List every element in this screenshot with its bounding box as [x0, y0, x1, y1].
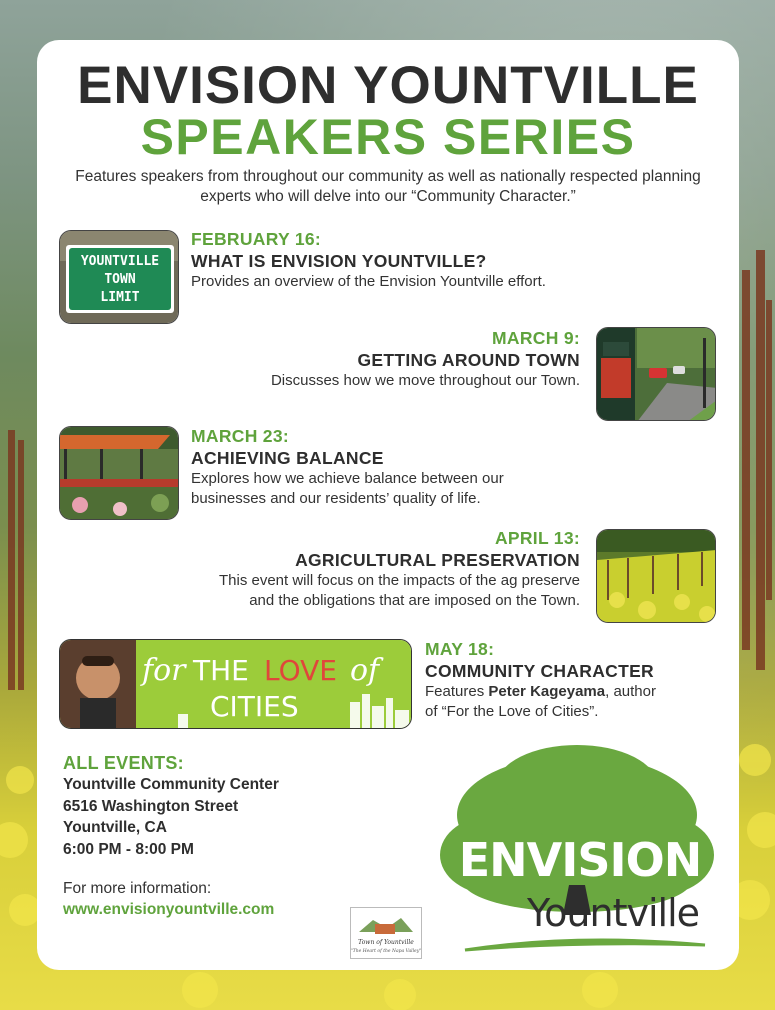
outdoor-cafe-photo [59, 426, 179, 520]
event-title: AGRICULTURAL PRESERVATION [295, 550, 580, 570]
event-description-line2: businesses and our residents’ quality of life. [191, 490, 481, 507]
banner-word-of: of [350, 653, 380, 688]
event-may-18 [425, 639, 725, 722]
mustard-vineyard-photo [596, 529, 716, 623]
speaker-name: Peter Kageyama [488, 683, 606, 700]
banner-word-the: THE [193, 654, 249, 687]
event-title: WHAT IS ENVISION YOUNTVILLE? [191, 251, 487, 271]
event-date: MAY 18: [425, 639, 495, 659]
page-title: ENVISION YOUNTVILLE [77, 56, 699, 115]
event-title: COMMUNITY CHARACTER [425, 661, 654, 681]
venue-city: Yountville, CA [63, 819, 167, 836]
description-prefix: Features [425, 683, 489, 700]
event-date: MARCH 9: [492, 328, 580, 348]
event-date: MARCH 23: [191, 426, 289, 446]
event-time: 6:00 PM - 8:00 PM [63, 840, 194, 858]
event-title: GETTING AROUND TOWN [357, 350, 580, 370]
event-mar-9 [97, 328, 580, 391]
town-of-yountville-seal [350, 907, 422, 959]
website-link[interactable]: www.envisionyountville.com [63, 901, 275, 918]
description-suffix: , author [605, 683, 656, 700]
event-title: ACHIEVING BALANCE [191, 448, 384, 468]
seal-line2: "The Heart of the Napa Valley" [351, 949, 421, 954]
sign-text-line2: TOWN [104, 272, 136, 287]
event-description-line1: This event will focus on the impacts of the ag preserve [218, 572, 580, 589]
event-description-line2: and the obligations that are imposed on the Town. [249, 592, 580, 609]
sign-text-line3: LIMIT [100, 290, 140, 305]
venue-street: 6516 Washington Street [63, 797, 239, 815]
banner-word-cities: CITIES [210, 690, 299, 723]
event-mar-23 [191, 426, 711, 509]
for-the-love-of-cities-banner [59, 639, 412, 729]
sign-text-line1: YOUNTVILLE [80, 254, 160, 269]
event-date: FEBRUARY 16: [191, 229, 322, 249]
banner-word-for: for [142, 653, 186, 688]
event-description-line1 [425, 682, 725, 702]
event-date: APRIL 13: [494, 528, 580, 548]
event-description-line2: of “For the Love of Cities”. [425, 703, 599, 720]
all-events-info [63, 752, 363, 860]
all-events-label: ALL EVENTS: [63, 753, 184, 773]
more-info-label: For more information: [63, 880, 212, 897]
event-description: Discusses how we move throughout our Town. [270, 372, 580, 389]
flyer-card [37, 40, 739, 970]
street-trolley-photo [596, 327, 716, 421]
town-limit-sign-photo [59, 230, 179, 324]
logo-word-envision: ENVISION [458, 833, 702, 887]
banner-word-love: LOVE [264, 654, 337, 687]
intro-text: Features speakers from throughout our community as well as nationally respected planning experts who will delve into our “Community Character.” [75, 168, 701, 205]
more-info [63, 878, 274, 920]
logo-word-yountville: Yountville [527, 891, 700, 935]
event-description-line1: Explores how we achieve balance between our [191, 470, 504, 487]
seal-line1: Town of Yountville [358, 939, 414, 946]
event-apr-13 [77, 528, 580, 611]
event-feb-16 [191, 229, 711, 292]
event-description: Provides an overview of the Envision Yountville effort. [191, 273, 546, 290]
page-subtitle: SPEAKERS SERIES [140, 109, 636, 165]
venue-name: Yountville Community Center [63, 776, 279, 793]
envision-yountville-logo [435, 745, 719, 960]
